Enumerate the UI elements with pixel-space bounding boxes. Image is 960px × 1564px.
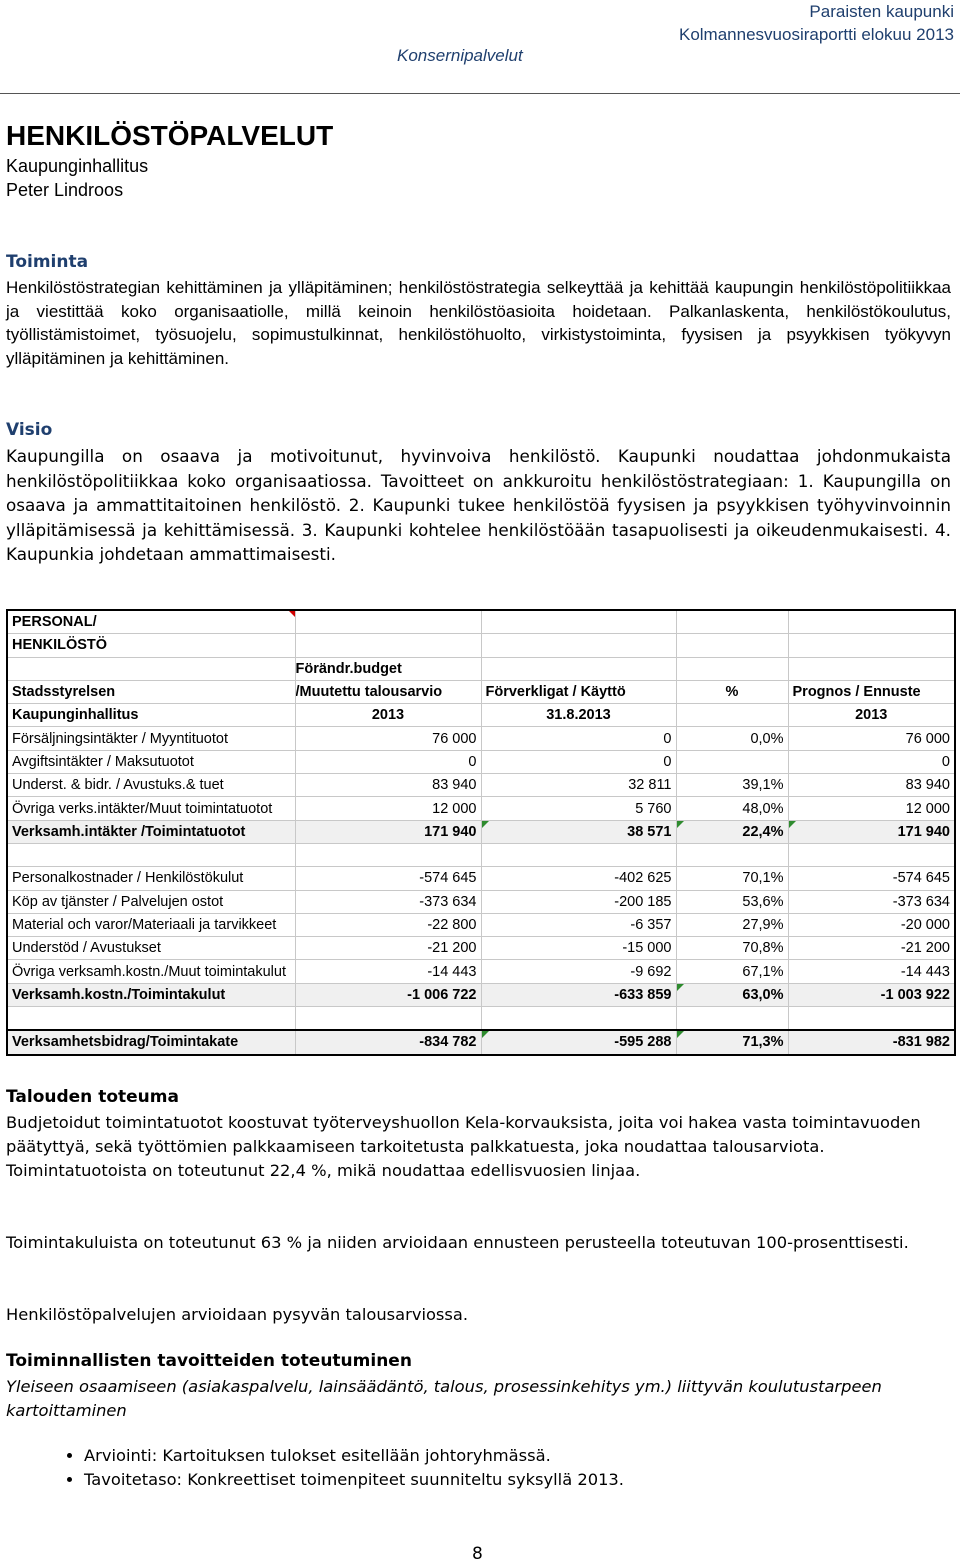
- col-forecast-header: Prognos / Ennuste: [788, 680, 955, 703]
- row-actual: 0: [481, 727, 676, 750]
- table-row: [7, 937, 955, 960]
- page-number: 8: [472, 1544, 483, 1564]
- date-actual: 31.8.2013: [481, 704, 676, 727]
- row-forecast: -373 634: [788, 890, 955, 913]
- row-pct: 70,8%: [676, 937, 788, 960]
- col-pct-header: %: [676, 680, 788, 703]
- table-row: [7, 727, 955, 750]
- row-actual: -200 185: [481, 890, 676, 913]
- net-total-forecast: -831 982: [788, 1030, 955, 1054]
- expense-total-label: Verksamh.kostn./Toimintakulut: [7, 983, 295, 1006]
- table-row: [7, 867, 955, 890]
- row-forecast: 83 940: [788, 774, 955, 797]
- row-forecast: -20 000: [788, 913, 955, 936]
- income-total-label: Verksamh.intäkter /Toimintatuotot: [7, 820, 295, 843]
- financial-table: [6, 609, 956, 1056]
- row-forecast: -574 645: [788, 867, 955, 890]
- col-actual-header: Förverkligat / Käyttö: [481, 680, 676, 703]
- row-label: Understöd / Avustukset: [7, 937, 295, 960]
- row-actual: -9 692: [481, 960, 676, 983]
- row-budget: -14 443: [295, 960, 481, 983]
- bullet-item: • Arviointi: Kartoituksen tulokset esitellään johtoryhmässä.: [84, 1444, 624, 1468]
- row-pct: 70,1%: [676, 867, 788, 890]
- row-actual: -6 357: [481, 913, 676, 936]
- row-label: Övriga verks.intäkter/Muut toimintatuotot: [7, 797, 295, 820]
- row-pct: 0,0%: [676, 727, 788, 750]
- row-budget: 0: [295, 750, 481, 773]
- col-budget-header-1: Förändr.budget: [295, 657, 481, 680]
- header-report: Kolmannesvuosiraportti elokuu 2013: [678, 25, 954, 44]
- income-total-budget: 171 940: [295, 820, 481, 843]
- table-row: [7, 913, 955, 936]
- table-head-2: HENKILÖSTÖ: [7, 634, 295, 657]
- net-total-budget: -834 782: [295, 1030, 481, 1054]
- table-head-1: PERSONAL/: [7, 610, 295, 634]
- header-section: Konsernipalvelut: [397, 46, 523, 65]
- income-total-forecast: 171 940: [788, 820, 955, 843]
- row-budget: -574 645: [295, 867, 481, 890]
- col-budget-header-2: /Muutettu talousarvio: [295, 680, 481, 703]
- net-total-pct: 71,3%: [676, 1030, 788, 1054]
- subtitle-person: Peter Lindroos: [6, 180, 124, 200]
- row-forecast: 76 000: [788, 727, 955, 750]
- talous-paragraph-3: Henkilöstöpalvelujen arvioidaan pysyvän talousarviossa.: [6, 1305, 469, 1324]
- row-actual: -15 000: [481, 937, 676, 960]
- col-label-header: Stadsstyrelsen: [7, 680, 295, 703]
- row-actual: 5 760: [481, 797, 676, 820]
- row-label: Avgiftsintäkter / Maksutuotot: [7, 750, 295, 773]
- table-row: [7, 890, 955, 913]
- row-budget: -21 200: [295, 937, 481, 960]
- table-row: [7, 774, 955, 797]
- bullet-item: • Tavoitetaso: Konkreettiset toimenpiteet suunniteltu syksyllä 2013.: [84, 1468, 624, 1492]
- header-org: Paraisten kaupunki: [809, 2, 954, 21]
- table-row: [7, 750, 955, 773]
- toiminta-heading: Toiminta: [6, 252, 89, 272]
- row-budget: 76 000: [295, 727, 481, 750]
- row-budget: 12 000: [295, 797, 481, 820]
- year-budget: 2013: [295, 704, 481, 727]
- row-actual: 32 811: [481, 774, 676, 797]
- expense-total-actual: -633 859: [481, 983, 676, 1006]
- row-pct: 27,9%: [676, 913, 788, 936]
- tavoitteet-heading: Toiminnallisten tavoitteiden toteutuminen: [6, 1351, 412, 1371]
- talous-paragraph-2: Toimintakuluista on toteutunut 63 % ja niiden arvioidaan ennusteen perusteella toteutuvan 100-prosenttisesti.: [6, 1233, 909, 1252]
- row-pct: 67,1%: [676, 960, 788, 983]
- row-pct: [676, 750, 788, 773]
- row-pct: 39,1%: [676, 774, 788, 797]
- tavoitteet-italic: Yleiseen osaamiseen (asiakaspalvelu, lainsäädäntö, talous, prosessinkehitys ym.) liittyvän koulutustarpeen kartoittaminen: [6, 1377, 882, 1420]
- expense-total-forecast: -1 003 922: [788, 983, 955, 1006]
- row-pct: 48,0%: [676, 797, 788, 820]
- page-title: HENKILÖSTÖPALVELUT: [6, 120, 334, 151]
- row-label: Underst. & bidr. / Avustuks.& tuet: [7, 774, 295, 797]
- row-label: Övriga verksamh.kostn./Muut toimintakulut: [7, 960, 295, 983]
- visio-heading: Visio: [6, 420, 53, 440]
- income-total-actual: 38 571: [481, 820, 676, 843]
- row-label: Försäljningsintäkter / Myyntituotot: [7, 727, 295, 750]
- row-budget: -373 634: [295, 890, 481, 913]
- row-forecast: -14 443: [788, 960, 955, 983]
- year-forecast: 2013: [788, 704, 955, 727]
- talous-paragraph-1: Budjetoidut toimintatuotot koostuvat työterveyshuollon Kela-korvauksista, joita voi hakea vasta toimintavuoden päätyttyä, sekä työttömien palkkaamiseen tarkoitetusta palkkatuesta, joka noudattaa talousarviota. Toimintatuotoista on toteutunut 22,4 %, mikä noudattaa edellisvuosien linjaa.: [6, 1113, 921, 1180]
- net-total-label: Verksamhetsbidrag/Toimintakate: [7, 1030, 295, 1054]
- subtitle-department: Kaupunginhallitus: [6, 156, 149, 176]
- row-actual: 0: [481, 750, 676, 773]
- tavoitteet-bullets: [40, 1444, 624, 1492]
- expense-total-budget: -1 006 722: [295, 983, 481, 1006]
- income-total-pct: 22,4%: [676, 820, 788, 843]
- row-budget: 83 940: [295, 774, 481, 797]
- unit-label: Kaupunginhallitus: [7, 704, 295, 727]
- row-forecast: 12 000: [788, 797, 955, 820]
- net-total-actual: -595 288: [481, 1030, 676, 1054]
- toiminta-text: Henkilöstöstrategian kehittäminen ja ylläpitäminen; henkilöstöstrategia selkeyttää ja kehittää kaupungin henkilöstöpolitiikkaa ja viestittää koko organisaatiolle, millä keinoin henkilöstöasioita hoidetaan. Palkanlaskenta, henkilöstökoulutus, työllistämistoimet, työsuojelu, sopimustulkinnat, henkilöstöhuolto, virkistystoiminta, fyysisen ja psyykkisen työkyvyn ylläpitäminen ja kehittäminen.: [6, 278, 951, 368]
- talous-heading: Talouden toteuma: [6, 1087, 179, 1107]
- row-pct: 53,6%: [676, 890, 788, 913]
- row-forecast: -21 200: [788, 937, 955, 960]
- row-budget: -22 800: [295, 913, 481, 936]
- row-label: Köp av tjänster / Palvelujen ostot: [7, 890, 295, 913]
- row-actual: -402 625: [481, 867, 676, 890]
- row-forecast: 0: [788, 750, 955, 773]
- row-label: Material och varor/Materiaali ja tarvikkeet: [7, 913, 295, 936]
- header-rule: [0, 93, 960, 94]
- expense-total-pct: 63,0%: [676, 983, 788, 1006]
- row-label: Personalkostnader / Henkilöstökulut: [7, 867, 295, 890]
- table-row: [7, 797, 955, 820]
- table-row: [7, 960, 955, 983]
- visio-text: Kaupungilla on osaava ja motivoitunut, hyvinvoiva henkilöstö. Kaupunki noudattaa johdonmukaista henkilöstöpolitiikkaa koko organisaatiossa. Tavoitteet on ankkuroitu henkilöstöstrategiaan: 1. Kaupungilla on osaava ja ammattitaitoinen henkilöstö. 2. Kaupunki tukee henkilöstöä fyysisen ja psyykkisen työhyvinvoinnin ylläpitämisessä ja kehittämisessä. 3. Kaupunki kohtelee henkilöstöään tasapuolisesti ja oikeudenmukaisesti. 4. Kaupunkia johdetaan ammattimaisesti.: [6, 446, 951, 564]
- page-header: [679, 0, 954, 46]
